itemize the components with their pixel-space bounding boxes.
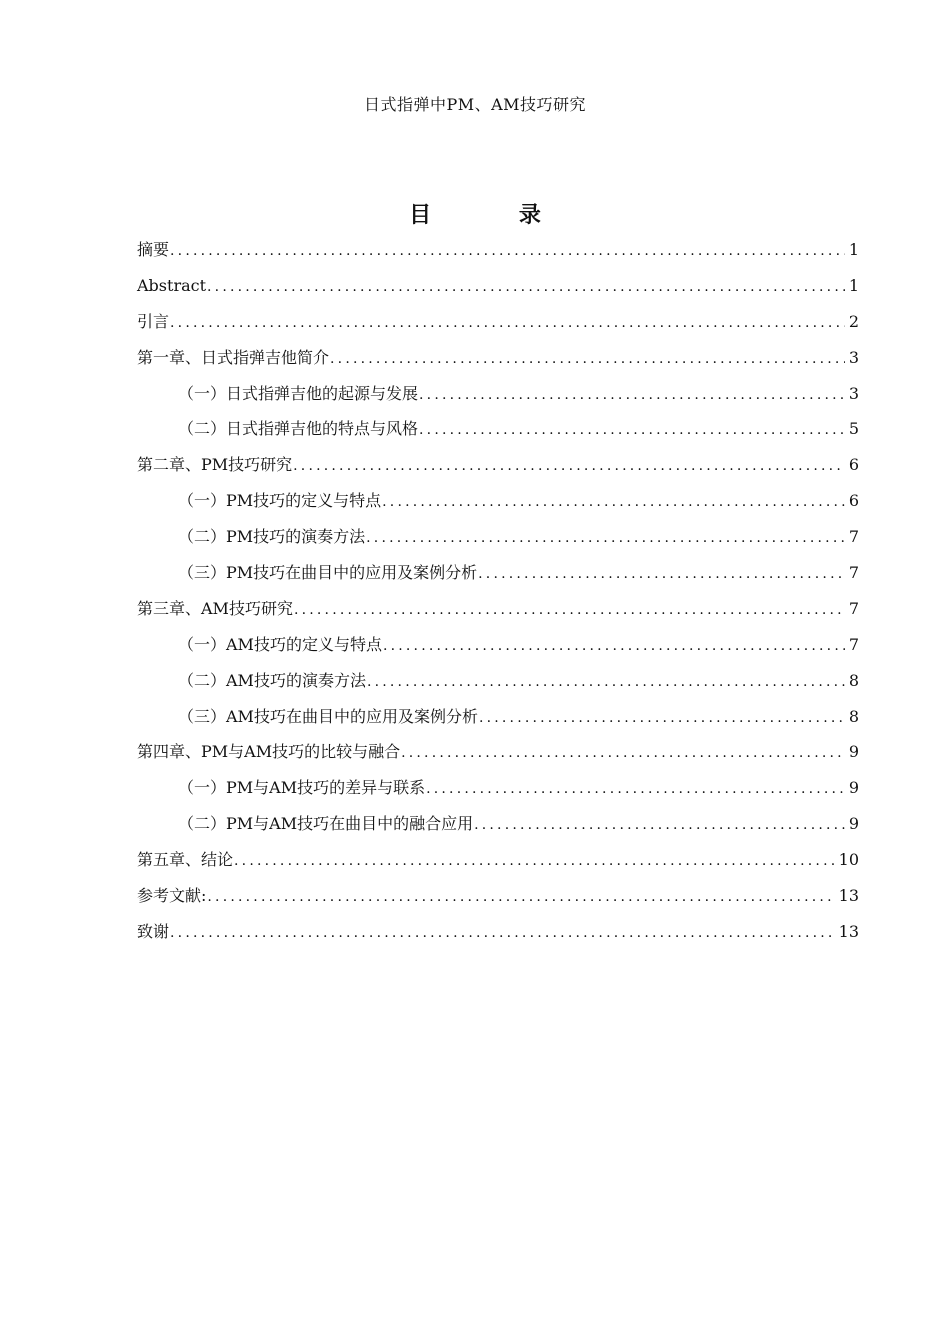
- dot-leader: [234, 844, 835, 880]
- toc-entry[interactable]: [137, 304, 859, 340]
- toc-entry-label: （三）AM技巧在曲目中的应用及案例分析: [178, 706, 478, 726]
- toc-entry-label: 第五章、结论: [137, 850, 234, 870]
- toc-entry-label: Abstract: [137, 275, 207, 295]
- toc-entry-label: 参考文献:: [137, 886, 207, 906]
- toc-entry[interactable]: [137, 914, 859, 950]
- toc-entry[interactable]: [137, 663, 859, 699]
- dot-leader: [383, 629, 845, 665]
- dot-leader: [382, 485, 845, 521]
- dot-leader: [207, 880, 834, 916]
- toc-entry-label: 第一章、日式指弹吉他简介: [137, 347, 330, 367]
- table-of-contents: [137, 232, 859, 950]
- toc-entry[interactable]: [137, 878, 859, 914]
- toc-entry-page-number: 2: [848, 311, 859, 331]
- toc-entry-page-number: 7: [848, 563, 859, 583]
- toc-entry-page-number: 6: [848, 455, 859, 475]
- dot-leader: [474, 808, 845, 844]
- toc-entry-label: （一）日式指弹吉他的起源与发展: [178, 383, 419, 403]
- toc-entry-page-number: 7: [848, 598, 859, 618]
- toc-entry[interactable]: [137, 555, 859, 591]
- dot-leader: [170, 306, 845, 342]
- toc-entry-label: （二）PM技巧的演奏方法: [178, 527, 366, 547]
- dot-leader: [330, 342, 845, 378]
- toc-entry-page-number: 9: [848, 742, 859, 762]
- toc-entry[interactable]: [137, 232, 859, 268]
- dot-leader: [478, 557, 845, 593]
- toc-entry[interactable]: [137, 447, 859, 483]
- toc-entry[interactable]: [137, 411, 859, 447]
- dot-leader: [170, 234, 845, 270]
- dot-leader: [426, 772, 845, 808]
- toc-entry-page-number: 7: [848, 527, 859, 547]
- toc-entry-page-number: 8: [848, 706, 859, 726]
- toc-entry-page-number: 3: [848, 383, 859, 403]
- toc-entry-page-number: 9: [848, 814, 859, 834]
- toc-entry-page-number: 9: [848, 778, 859, 798]
- toc-entry-label: （二）PM与AM技巧在曲目中的融合应用: [178, 814, 474, 834]
- dot-leader: [294, 593, 845, 629]
- toc-entry-label: （一）AM技巧的定义与特点: [178, 634, 382, 654]
- toc-entry-label: 致谢: [137, 921, 170, 941]
- toc-entry-label: 摘要: [137, 240, 170, 259]
- dot-leader: [401, 736, 845, 772]
- toc-entry-page-number: 13: [838, 921, 859, 941]
- toc-entry[interactable]: [137, 699, 859, 735]
- dot-leader: [419, 378, 845, 414]
- toc-entry-label: （一）PM技巧的定义与特点: [178, 491, 382, 511]
- dot-leader: [367, 665, 845, 701]
- running-header: 日式指弹中PM、AM技巧研究: [363, 95, 587, 114]
- toc-entry-page-number: 13: [838, 886, 859, 906]
- toc-entry[interactable]: [137, 806, 859, 842]
- toc-entry[interactable]: [137, 770, 859, 806]
- toc-entry-page-number: 8: [848, 670, 859, 690]
- toc-entry-page-number: 5: [848, 419, 859, 439]
- toc-entry-label: （三）PM技巧在曲目中的应用及案例分析: [178, 563, 478, 583]
- toc-entry[interactable]: [137, 268, 859, 304]
- toc-entry-page-number: 10: [838, 850, 859, 870]
- toc-entry-label: 第三章、AM技巧研究: [137, 598, 293, 618]
- toc-entry-label: （二）AM技巧的演奏方法: [178, 670, 366, 690]
- toc-entry-page-number: 1: [848, 240, 859, 259]
- dot-leader: [366, 521, 845, 557]
- toc-entry-label: 引言: [137, 311, 170, 331]
- toc-entry-page-number: 3: [848, 347, 859, 367]
- toc-entry-label: 第四章、PM与AM技巧的比较与融合: [137, 742, 401, 762]
- toc-entry[interactable]: [137, 519, 859, 555]
- toc-entry-page-number: 1: [848, 275, 859, 295]
- toc-entry[interactable]: [137, 842, 859, 878]
- dot-leader: [207, 270, 845, 306]
- toc-title: 目 录: [409, 203, 581, 228]
- toc-entry[interactable]: [137, 591, 859, 627]
- toc-entry[interactable]: [137, 376, 859, 412]
- toc-entry[interactable]: [137, 734, 859, 770]
- dot-leader: [419, 413, 845, 449]
- dot-leader: [479, 701, 845, 737]
- toc-entry-label: 第二章、PM技巧研究: [137, 455, 293, 475]
- toc-entry-label: （一）PM与AM技巧的差异与联系: [178, 778, 426, 798]
- dot-leader: [170, 916, 835, 952]
- toc-entry-page-number: 7: [848, 634, 859, 654]
- toc-entry[interactable]: [137, 627, 859, 663]
- toc-entry-page-number: 6: [848, 491, 859, 511]
- dot-leader: [293, 449, 845, 485]
- toc-entry[interactable]: [137, 483, 859, 519]
- toc-entry-label: （二）日式指弹吉他的特点与风格: [178, 419, 419, 439]
- toc-entry[interactable]: [137, 340, 859, 376]
